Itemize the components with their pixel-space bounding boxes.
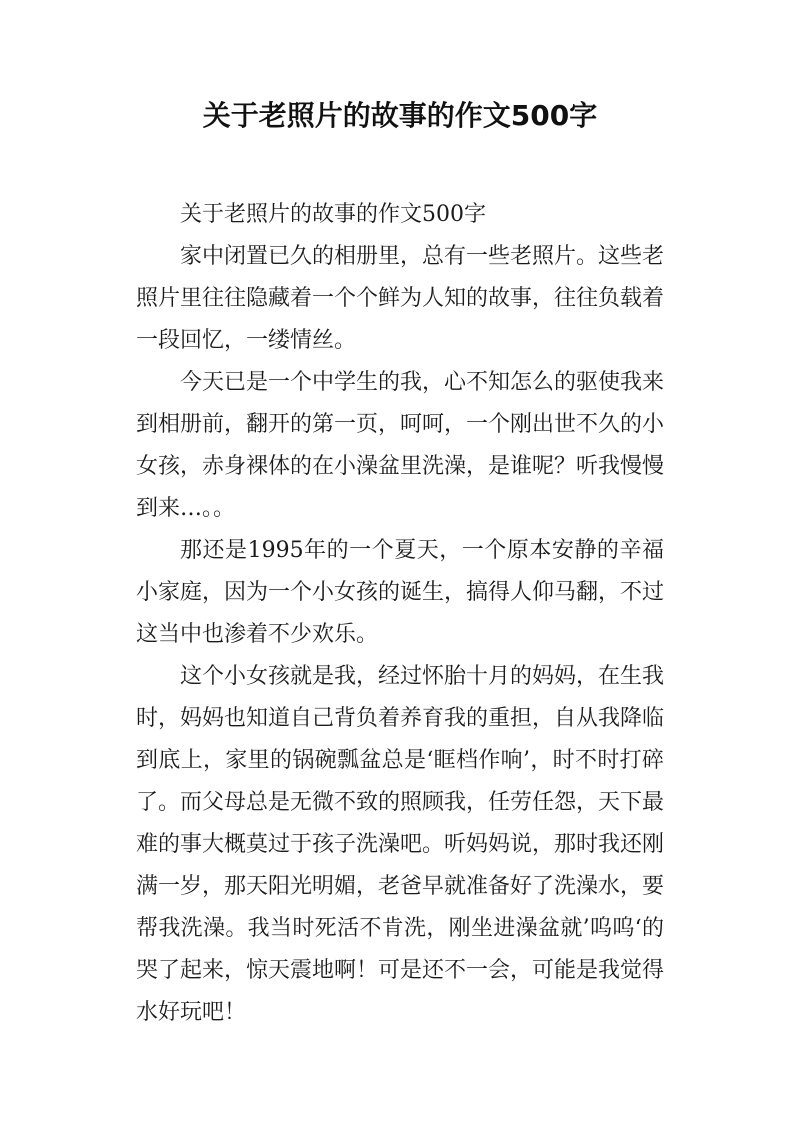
paragraph-3: 那还是1995年的一个夏天，一个原本安静的辛福小家庭，因为一个小女孩的诞生，搞得人仰马翻，不过这当中也渗着不少欢乐。: [136, 538, 665, 647]
paragraph-2: 今天已是一个中学生的我，心不知怎么的驱使我来到相册前，翻开的第一页，呵呵，一个刚出世不久的小女孩，赤身裸体的在小澡盆里洗澡，是谁呢？听我慢慢到来…。。: [136, 370, 665, 521]
document-title: 关于老照片的故事的作文500字: [202, 99, 598, 132]
paragraph-4: 这个小女孩就是我，经过怀胎十月的妈妈，在生我时，妈妈也知道自己背负着养育我的重担，自从我降临到底上，家里的锅碗瓢盆总是‘眶档作响’，时不时打碎了。而父母总是无微不致的照顾我，任劳任怨，天下最难的事大概莫过于孩子洗澡吧。听妈妈说，那时我还刚满一岁，那天阳光明媚，老爸早就准备好了洗澡水，要帮我洗澡。我当时死活不肯洗，刚坐进澡盆就’呜呜‘的哭了起来，惊天震地啊！可是还不一会，可能是我觉得水好玩吧！: [136, 664, 665, 1025]
body-subtitle: 关于老照片的故事的作文500字: [180, 202, 486, 227]
document-body: [136, 194, 664, 1034]
paragraph-1: 家中闭置已久的相册里，总有一些老照片。这些老照片里往往隐藏着一个个鲜为人知的故事，往往负载着一段回忆，一缕情丝。: [136, 244, 665, 353]
